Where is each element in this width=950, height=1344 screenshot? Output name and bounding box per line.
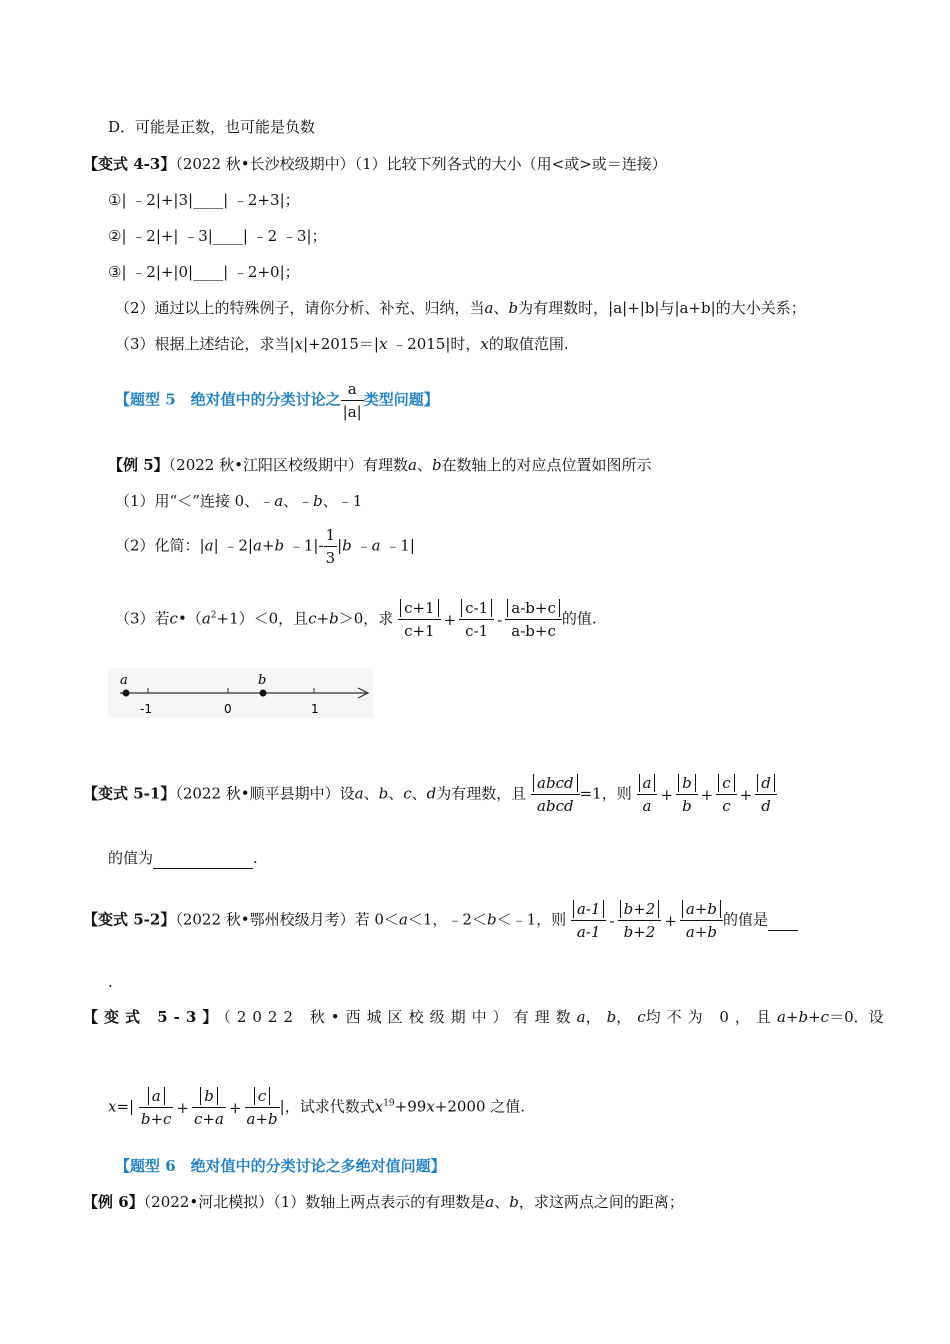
- part3: （3）根据上述结论，求当|x|+2015＝|x ﹣2015|时，x的取值范围.: [115, 335, 569, 353]
- number-line-figure: [108, 668, 373, 718]
- example6: 【例 6】（2022•河北模拟）（1）数轴上两点表示的有理数是a、b，求这两点之间的距离；: [83, 1193, 684, 1211]
- part1-text: （1）比较下列各式的大小（用<或>或＝连接）: [354, 155, 667, 173]
- example5-q1: （1）用“＜”连接 0、﹣a、﹣b、﹣1: [115, 492, 363, 510]
- example5-q3: （3）若$c•(a^2+1)<0$，且c+b＞0，求 $\frac{c+1}{c+1}$ + $\frac{c-1}{c-1}$ - $\frac{a-b+c}{a-b+c}$ 的值.: [115, 599, 597, 640]
- label-b: b: [258, 673, 267, 688]
- variant-5-3: 【变式 5-3】（2022 秋•西城区校级期中）有理数a，b，c均不为 0，且a+b+c＝0．设: [83, 1008, 884, 1026]
- variant-5-1-answer: 的值为 .: [108, 849, 258, 867]
- variant-5-3-expression: x=| $\frac{a}{b+c}$ + $\frac{b}{c+a}$ + $\frac{c}{a+b}$ |，试求代数式$x^{19}+99x+2000$ 之值.: [108, 1087, 526, 1128]
- compare-item-2: ②| ﹣2|+| ﹣3|____| ﹣2 ﹣3|；: [108, 227, 327, 245]
- compare-item-1: ①| ﹣2|+|3|____| ﹣2+3|；: [108, 191, 300, 209]
- type5-heading: 【题型 5 绝对值中的分类讨论之 $\frac{a}{|a|}$ 类型问题】: [115, 380, 439, 421]
- option-d: D．可能是正数，也可能是负数: [108, 118, 316, 136]
- number-line: [108, 668, 373, 718]
- tick-0: 0: [224, 702, 232, 716]
- tick-minus1: -1: [140, 702, 152, 716]
- example5-intro: 【例 5】（2022 秋•江阳区校级期中）有理数a、b在数轴上的对应点位置如图所示: [108, 456, 652, 474]
- variant-source: （2022 秋•长沙校级期中）: [175, 155, 355, 173]
- tick-1: 1: [311, 702, 319, 716]
- variant-tag: 【变式 4-3】: [83, 155, 176, 173]
- type6-heading: 【题型 6 绝对值中的分类讨论之多绝对值问题】: [115, 1157, 446, 1175]
- variant-5-2-dot: .: [108, 973, 113, 991]
- example5-q2: （2）化简：|a| ﹣2|a+b ﹣1|- $\frac{1}{3}$ |b ﹣a ﹣1|: [115, 526, 415, 567]
- point-b: [260, 690, 267, 697]
- point-a: [123, 690, 130, 697]
- part2: （2）通过以上的特殊例子，请你分析、补充、归纳，当a、b为有理数时，|a|+|b|与|a+b|的大小关系；: [115, 299, 806, 317]
- label-a: a: [120, 673, 128, 688]
- variant-4-3-header: [83, 154, 667, 174]
- compare-item-3: ③| ﹣2|+|0|____| ﹣2+0|；: [108, 263, 300, 281]
- variant-5-2: 【变式 5-2】（2022 秋•鄂州校级月考）若 0＜a＜1，﹣2＜b＜﹣1，则 $\frac{a-1}{a-1}$ - $\frac{b+2}{b+2}$ + $\frac{a+b}{a+b}$ 的值是: [83, 898, 798, 943]
- variant-5-1: 【变式 5-1】（2022 秋•顺平县期中）设a、b、c、d为有理数，且 $\frac{\text{abcd}}{\text{abcd}}$ =1，则 $\frac{a}{a}$ + $\frac{b}{b}$ + $\frac{c}{c}$ + $\frac{d}{d}$: [83, 772, 777, 817]
